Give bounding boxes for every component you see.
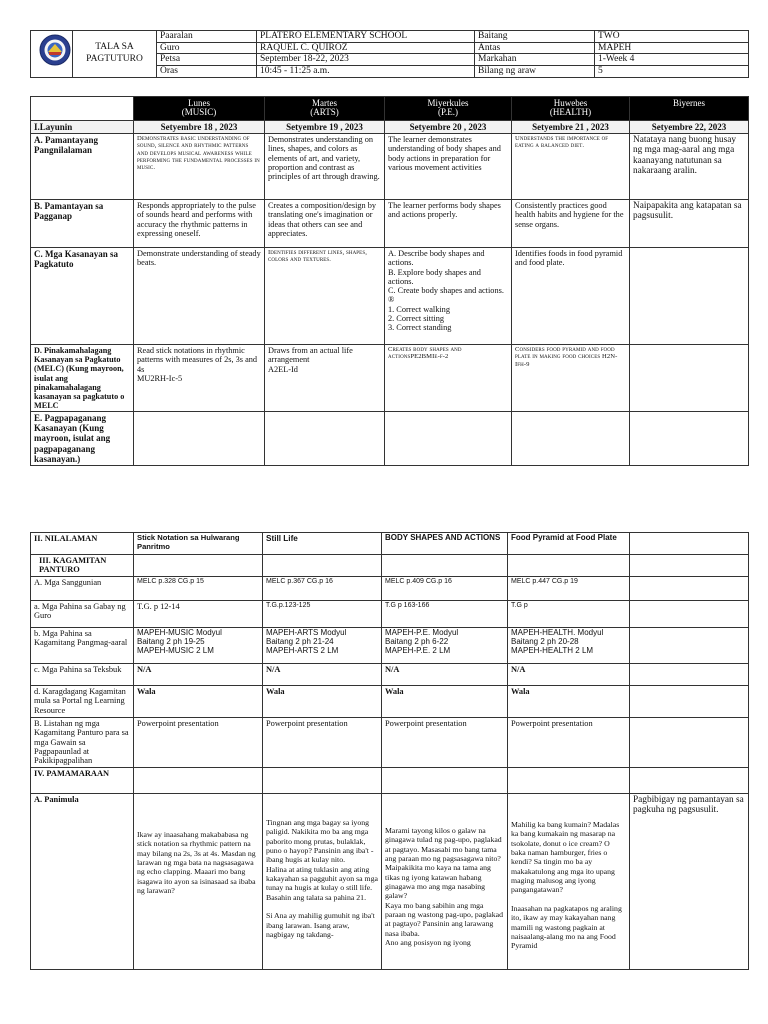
cell (263, 767, 382, 793)
value-guro: RAQUEL C. QUIROZ (257, 42, 475, 54)
cell: T.G p 163-166 (382, 600, 508, 627)
cell: Marami tayong kilos o galaw na ginagawa tulad ng pag-upo, paglakad at pagtayo. Masasabi mo bang tama ang paraan mo ng pagsasagawa nito? Maipakikita mo kaya na tama ang tikas ng iyong katawan habang ginagawa mo ang mga nasabing galaw? Kaya mo bang sabihin ang mga paraan ng wastong pag-upo, paglakad at pagtayo? Pansinin ang larawang nasa ibaba. Ano ang posisyon ng iyong (382, 793, 508, 969)
cell (512, 412, 630, 465)
corner-cell (31, 97, 134, 121)
label-markahan: Markahan (475, 54, 595, 66)
label-baitang: Baitang (475, 31, 595, 43)
day-date: Setyembre 20 , 2023 (385, 120, 512, 133)
label-oras: Oras (157, 65, 257, 77)
cell: Wala (508, 685, 630, 717)
title-line-1: TALA SA (95, 42, 134, 53)
row-listahan (31, 717, 749, 767)
cell: Powerpoint presentation (508, 717, 630, 767)
cell (385, 412, 512, 465)
date-row (31, 120, 749, 133)
row-pagpapaganang-kasanayan (31, 412, 749, 465)
value-paaralan: PLATERO ELEMENTARY SCHOOL (257, 31, 475, 43)
cell: Stick Notation sa Hulwarang Panritmo (134, 533, 263, 555)
cell: MELC p.328 CG.p 15 (134, 576, 263, 600)
row-pamantayang-pangnilalaman (31, 133, 749, 199)
cell (630, 247, 749, 344)
row-label: c. Mga Pahina sa Teksbuk (31, 663, 134, 685)
value-bilang-ng-araw: 5 (595, 65, 749, 77)
cell: MAPEH-HEALTH. Modyul Baitang 2 ph 20-28 MAPEH-HEALTH 2 LM (508, 627, 630, 663)
row-label: E. Pagpapaganang Kasanayan (Kung mayroon, isulat ang pagpapaganang kasanayan.) (31, 412, 134, 465)
day-subject: (ARTS) (310, 107, 339, 118)
cell: Creates a composition/design by translating one's imagination or ideas that others can see and appreciates. (265, 199, 385, 247)
cell: Natataya nang buong husay ng mga mag-aaral ang mga kaanayang natutunan sa nakaraang aralin. (630, 133, 749, 199)
label-bilang-ng-araw: Bilang ng araw (475, 65, 595, 77)
row-karagdagang-kagamitan (31, 685, 749, 717)
cell: Identifies different lines, shapes, colors and textures. (265, 247, 385, 344)
cell (630, 576, 749, 600)
label-petsa: Petsa (157, 54, 257, 66)
day-name: Lunes (188, 98, 210, 108)
cell: T.G p (508, 600, 630, 627)
row-sanggunian (31, 576, 749, 600)
day-header (265, 97, 385, 121)
cell: N/A (134, 663, 263, 685)
day-header (630, 97, 749, 121)
day-header (385, 97, 512, 121)
cell: Demonstrates basic understanding of sound, silence and rhythmic patterns and develops musical awareness while performing the fundamental processes in music. (134, 133, 265, 199)
cell (508, 555, 630, 577)
day-header (134, 97, 265, 121)
cell: A. Describe body shapes and actions. B. Explore body shapes and actions. C. Create body shapes and actions. ® 1. Correct walking 2. Correct sitting 3. Correct standing (385, 247, 512, 344)
cell: Considers food pyramid and food plate in making food choices H2N-Ifh-9 (512, 344, 630, 411)
cell (134, 767, 263, 793)
cell: Mahilig ka bang kumain? Madalas ka bang kumakain ng masarap na tsokolate, donut o ice cream? O baka naman hamburger, fries o kendi? Sa tingin mo ba ay makakatulong ang mga ito upang maging malusog ang iyong pangangatawan? Inaasahan na pagkatapos ng araling ito, ikaw ay may kakayahan nang mamili ng wastong pagkain at naisaalang-alang mo na ang Food Pyramid (508, 793, 630, 969)
row-kasanayan-sa-pagkatuto (31, 247, 749, 344)
row-pamantayan-sa-pagganap (31, 199, 749, 247)
cell (630, 344, 749, 411)
cell: Wala (382, 685, 508, 717)
cell: Food Pyramid at Food Plate (508, 533, 630, 555)
value-oras: 10:45 - 11:25 a.m. (257, 65, 475, 77)
cell (630, 600, 749, 627)
cell: Naipapakita ang katapatan sa pagsusulit. (630, 199, 749, 247)
cell (508, 767, 630, 793)
day-date: Setyembre 18 , 2023 (134, 120, 265, 133)
row-label: a. Mga Pahina sa Gabay ng Guro (31, 600, 134, 627)
day-name: Miyerkules (427, 98, 469, 108)
layunin-label: I.Layunin (31, 120, 134, 133)
day-name: Huwebes (553, 98, 588, 108)
cell: Draws from an actual life arrangement A2EL-Id (265, 344, 385, 411)
row-label: b. Mga Pahina sa Kagamitang Pangmag-aaral (31, 627, 134, 663)
row-label: A. Panimula (31, 793, 134, 969)
value-markahan: 1-Week 4 (595, 54, 749, 66)
row-label: III. KAGAMITAN PANTURO (31, 555, 134, 577)
value-petsa: September 18-22, 2023 (257, 54, 475, 66)
cell: N/A (508, 663, 630, 685)
row-kagamitan (31, 555, 749, 577)
cell: MELC p.409 CG.p 16 (382, 576, 508, 600)
row-label: C. Mga Kasanayan sa Pagkatuto (31, 247, 134, 344)
cell: Identifies foods in food pyramid and food plate. (512, 247, 630, 344)
row-label: D. Pinakamahalagang Kasanayan sa Pagkatuto (MELC) (Kung mayroon, isulat ang pinakamahalagang kasanayan sa pagkatuto o MELC (31, 344, 134, 411)
row-label: II. NILALAMAN (31, 533, 134, 555)
day-name: Biyernes (673, 98, 705, 108)
cell (630, 767, 749, 793)
day-header-row (31, 97, 749, 121)
day-name: Martes (312, 98, 337, 108)
row-pamamaraan (31, 767, 749, 793)
cell: Creates body shapes and actionsPE2BMIe-f-2 (385, 344, 512, 411)
day-subject: (P.E.) (438, 107, 458, 118)
cell: Wala (263, 685, 382, 717)
cell: Demonstrate understanding of steady beats. (134, 247, 265, 344)
cell: Still Life (263, 533, 382, 555)
school-logo (31, 31, 73, 78)
cell (630, 555, 749, 577)
cell: MAPEH-MUSIC Modyul Baitang 2 ph 19-25 MAPEH-MUSIC 2 LM (134, 627, 263, 663)
objectives-table (30, 96, 749, 466)
cell: Responds appropriately to the pulse of sounds heard and performs with accuracy the rhythmic patterns in expressing oneself. (134, 199, 265, 247)
cell (382, 767, 508, 793)
cell (630, 412, 749, 465)
label-antas: Antas (475, 42, 595, 54)
cell: N/A (382, 663, 508, 685)
cell (265, 412, 385, 465)
row-label: B. Listahan ng mga Kagamitang Panturo para sa mga Gawain sa Pagpapaunlad at Pakikipagpalihan (31, 717, 134, 767)
lesson-plan-title (73, 31, 157, 78)
day-date: Setyembre 19 , 2023 (265, 120, 385, 133)
cell: Ikaw ay inaasahang makababasa ng stick notation sa rhythmic pattern na may bilang na 2s, 3s at 4s. Masdan ng larawan ng mga bata na nagsasagawa ng echo clapping. Maaari mo bang isagawa ito ayon sa isinasaad sa ibaba ng larawan? (134, 793, 263, 969)
day-date: Setyembre 22, 2023 (630, 120, 749, 133)
row-label: IV. PAMAMARAAN (31, 767, 134, 793)
header-table (30, 30, 749, 78)
cell (134, 412, 265, 465)
row-melc (31, 344, 749, 411)
day-subject: (MUSIC) (181, 107, 217, 118)
cell: T.G.p.123-125 (263, 600, 382, 627)
cell (134, 555, 263, 577)
row-label: d. Karagdagang Kagamitan mula sa Portal ng Learning Resource (31, 685, 134, 717)
value-baitang: TWO (595, 31, 749, 43)
cell: Understands the importance of eating a balanced diet. (512, 133, 630, 199)
row-label: A. Pamantayang Pangnilalaman (31, 133, 134, 199)
row-kagamitang-pangmag-aaral (31, 627, 749, 663)
cell: MELC p.447 CG.p 19 (508, 576, 630, 600)
title-line-2: PAGTUTURO (86, 53, 143, 64)
cell: Powerpoint presentation (134, 717, 263, 767)
row-panimula (31, 793, 749, 969)
cell (630, 717, 749, 767)
cell: N/A (263, 663, 382, 685)
cell (263, 555, 382, 577)
cell (382, 555, 508, 577)
row-label: A. Mga Sanggunian (31, 576, 134, 600)
cell: Powerpoint presentation (263, 717, 382, 767)
cell: The learner demonstrates understanding of body shapes and body actions in preparation for various movement activities (385, 133, 512, 199)
row-teksbuk (31, 663, 749, 685)
cell: MAPEH-ARTS Modyul Baitang 2 ph 21-24 MAPEH-ARTS 2 LM (263, 627, 382, 663)
cell (630, 663, 749, 685)
cell: Pagbibigay ng pamantayan sa pagkuha ng pagsusulit. (630, 793, 749, 969)
cell: T.G. p 12-14 (134, 600, 263, 627)
cell: MAPEH-P.E. Modyul Baitang 2 ph 6-22 MAPEH-P.E. 2 LM (382, 627, 508, 663)
cell: The learner performs body shapes and actions properly. (385, 199, 512, 247)
row-gabay-ng-guro (31, 600, 749, 627)
cell: Consistently practices good health habits and hygiene for the sense organs. (512, 199, 630, 247)
cell: BODY SHAPES AND ACTIONS (382, 533, 508, 555)
cell: Wala (134, 685, 263, 717)
cell: Powerpoint presentation (382, 717, 508, 767)
row-label: B. Pamantayan sa Pagganap (31, 199, 134, 247)
content-table (30, 532, 749, 970)
day-subject: (HEALTH) (549, 107, 592, 118)
cell: MELC p.367 CG.p 16 (263, 576, 382, 600)
cell (630, 627, 749, 663)
value-antas: MAPEH (595, 42, 749, 54)
day-header (512, 97, 630, 121)
cell: Read stick notations in rhythmic patterns with measures of 2s, 3s and 4s MU2RH-Ic-5 (134, 344, 265, 411)
row-nilalaman (31, 533, 749, 555)
cell: Demonstrates understanding on lines, shapes, and colors as elements of art, and variety, proportion and contrast as principles of art through drawing. (265, 133, 385, 199)
cell: Tingnan ang mga bagay sa iyong paligid. Nakikita mo ba ang mga paborito mong prutas, bulaklak, puno o hayop? Pansinin ang iba't -ibang hugis at kulay nito. Halina at ating tuklasin ang ating kakayahan sa pagguhit ayon sa mga tunay na hugis at kulay o still life. Basahin ang talata sa pahina 21. Si Ana ay mahilig gumuhit ng iba't ibang larawan. Isang araw, nagbigay ng takdang- (263, 793, 382, 969)
cell (630, 533, 749, 555)
day-date: Setyembre 21 , 2023 (512, 120, 630, 133)
label-guro: Guro (157, 42, 257, 54)
cell (630, 685, 749, 717)
label-paaralan: Paaralan (157, 31, 257, 43)
